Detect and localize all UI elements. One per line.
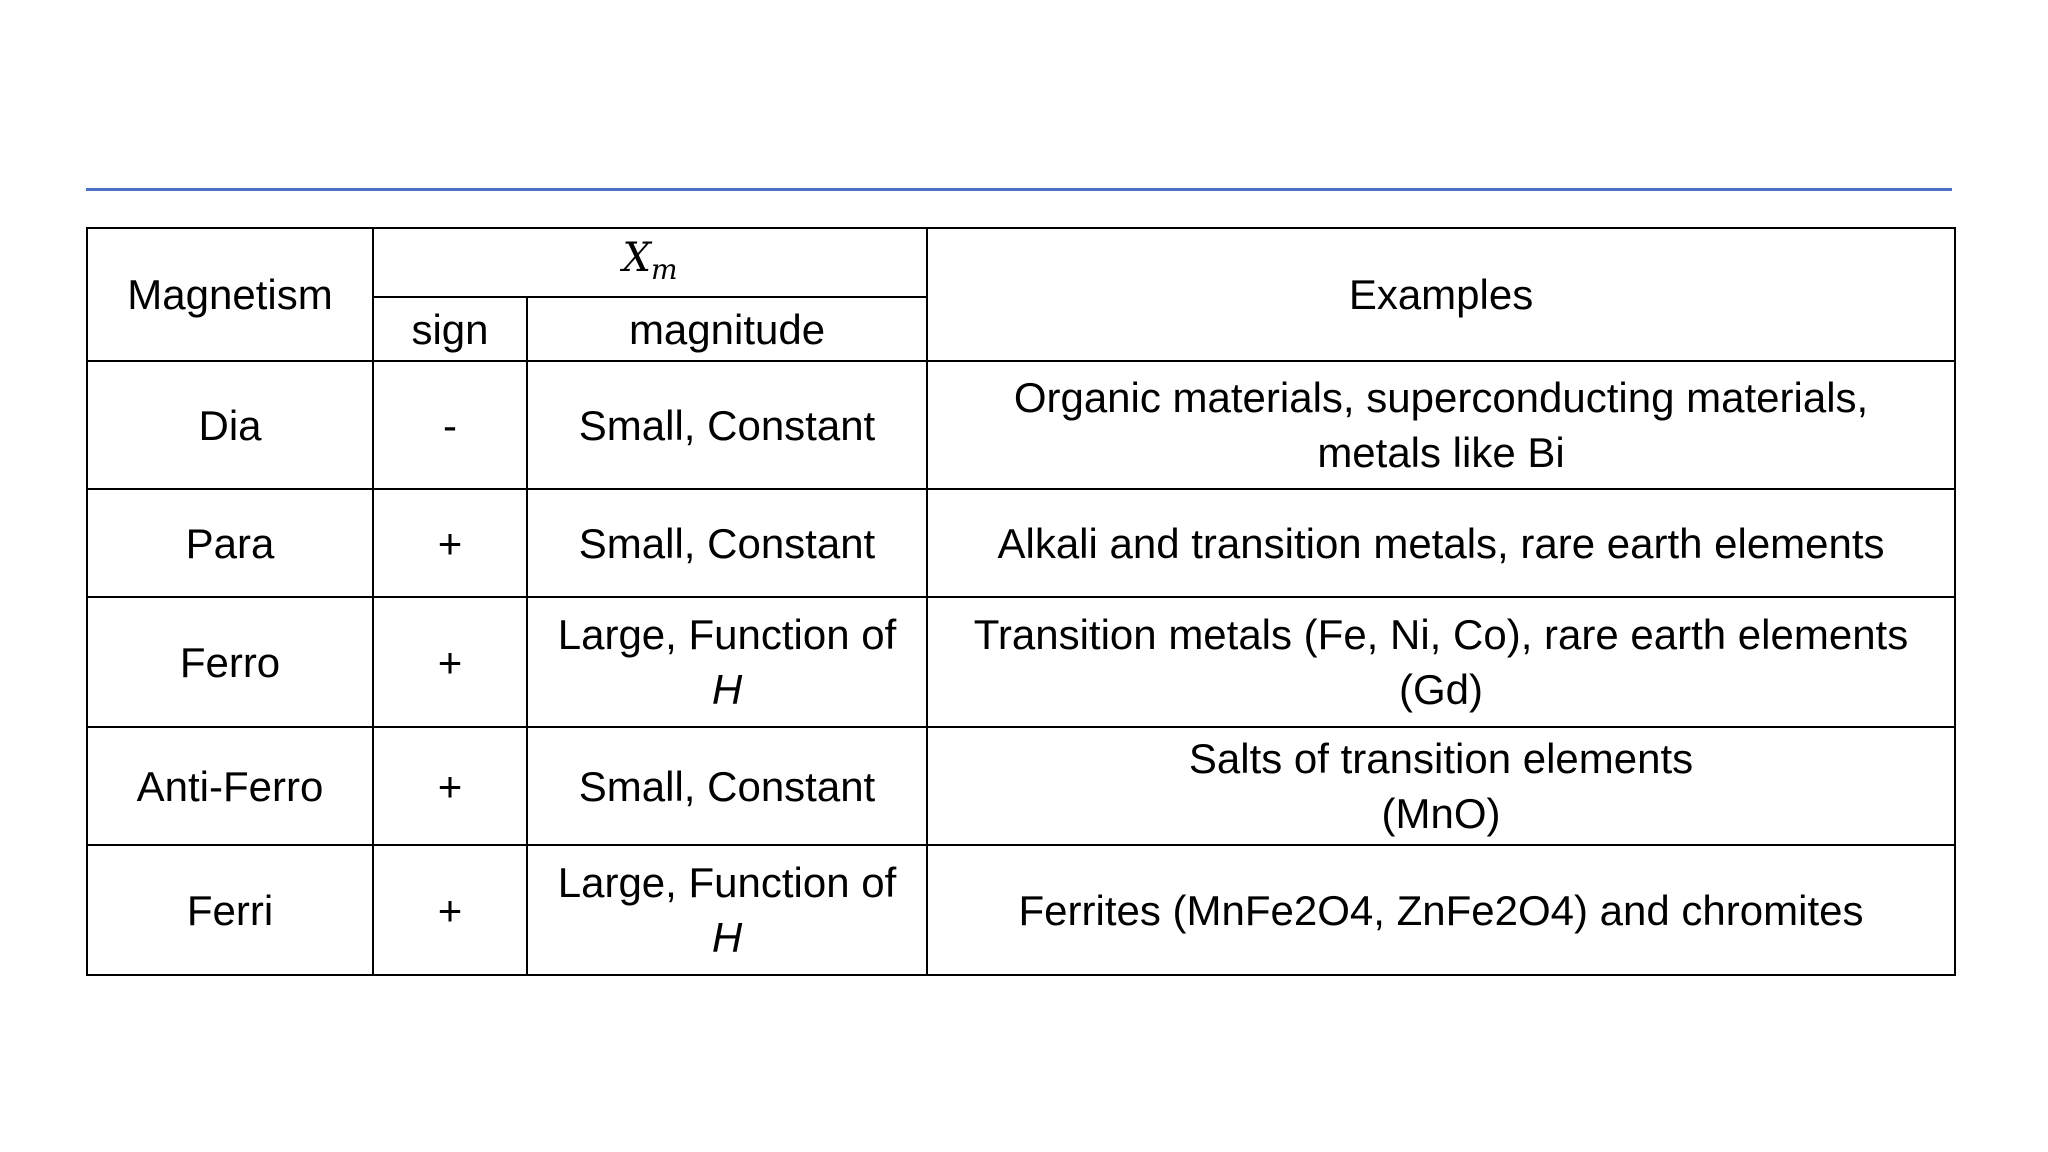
- examples-text: Transition metals (Fe, Ni, Co), rare earth elements: [973, 611, 1909, 658]
- table-row: [87, 597, 1955, 727]
- title-divider-line: [86, 188, 1952, 191]
- header-magnitude: magnitude: [527, 297, 927, 361]
- table-row: [87, 361, 1955, 489]
- magnetism-cell: Para: [87, 489, 373, 597]
- examples-text: Organic materials, superconducting materials,: [1013, 374, 1869, 421]
- examples-text: Alkali and transition metals, rare earth elements: [997, 519, 1885, 567]
- table-row: [87, 489, 1955, 597]
- examples-text: (Gd): [1399, 666, 1484, 713]
- header-row: [87, 228, 1955, 297]
- magnitude-cell: [527, 845, 927, 975]
- sign-cell: +: [373, 597, 527, 727]
- header-magnetism: Magnetism: [87, 228, 373, 361]
- examples-cell: [927, 361, 1955, 489]
- magnitude-cell: [527, 727, 927, 845]
- examples-text: (MnO): [1381, 790, 1501, 837]
- sign-cell: -: [373, 361, 527, 489]
- magnetism-cell: Dia: [87, 361, 373, 489]
- magnitude-variable: H: [711, 666, 743, 713]
- magnitude-text: Small, Constant: [578, 519, 876, 567]
- examples-text: metals like Bi: [1317, 429, 1565, 476]
- magnetism-cell: Anti-Ferro: [87, 727, 373, 845]
- magnitude-variable: H: [711, 914, 743, 961]
- magnitude-text: Large, Function of: [557, 859, 897, 906]
- sign-cell: +: [373, 727, 527, 845]
- magnetism-table: [86, 227, 1956, 976]
- examples-cell: [927, 489, 1955, 597]
- examples-cell: [927, 727, 1955, 845]
- sign-cell: +: [373, 845, 527, 975]
- magnitude-text: Large, Function of: [557, 611, 897, 658]
- examples-text: Salts of transition elements: [1188, 735, 1694, 782]
- header-sign: sign: [373, 297, 527, 361]
- magnitude-cell: [527, 597, 927, 727]
- header-examples: Examples: [927, 228, 1955, 361]
- magnitude-text: Small, Constant: [578, 401, 876, 449]
- header-susceptibility: [373, 228, 927, 297]
- sign-cell: +: [373, 489, 527, 597]
- examples-text: Ferrites (MnFe2O4, ZnFe2O4) and chromites: [1018, 886, 1864, 934]
- magnitude-cell: [527, 489, 927, 597]
- table-row: [87, 727, 1955, 845]
- magnetism-cell: Ferri: [87, 845, 373, 975]
- magnitude-cell: [527, 361, 927, 489]
- examples-cell: [927, 845, 1955, 975]
- examples-cell: [927, 597, 1955, 727]
- table-row: [87, 845, 1955, 975]
- susceptibility-symbol: $X_m$: [622, 235, 678, 286]
- magnetism-cell: Ferro: [87, 597, 373, 727]
- magnitude-text: Small, Constant: [578, 762, 876, 810]
